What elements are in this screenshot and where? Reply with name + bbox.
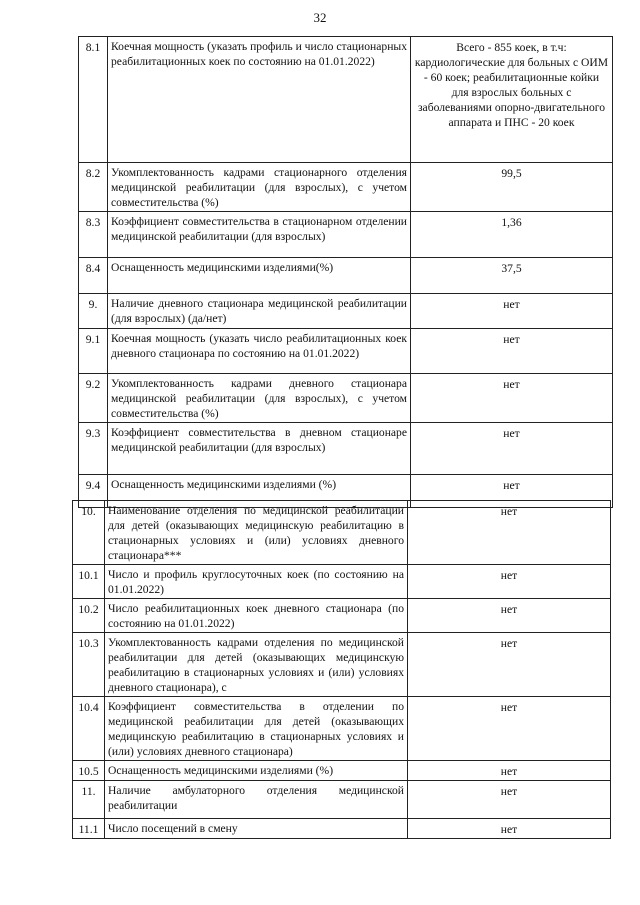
row-description: Укомплектованность кадрами стационарного отделения медицинской реабилитации (для взрослых), с учетом совместительства (%) — [108, 163, 411, 212]
table-row — [79, 37, 613, 163]
row-value: нет — [408, 633, 611, 697]
row-number: 9.2 — [79, 374, 108, 423]
table-row — [73, 599, 611, 633]
table-row — [79, 212, 613, 258]
row-value: нет — [411, 423, 613, 475]
row-number: 8.1 — [79, 37, 108, 163]
row-value: нет — [411, 374, 613, 423]
row-number: 11. — [73, 781, 105, 819]
row-description: Коечная мощность (указать число реабилитационных коек дневного стационара по состоянию на 01.01.2022) — [108, 329, 411, 374]
table-row — [79, 163, 613, 212]
row-description: Наличие амбулаторного отделения медицинской реабилитации — [105, 781, 408, 819]
row-description: Число реабилитационных коек дневного стационара (по состоянию на 01.01.2022) — [105, 599, 408, 633]
table-row — [73, 781, 611, 819]
table-row — [79, 329, 613, 374]
row-description: Наличие дневного стационара медицинской реабилитации (для взрослых) (да/нет) — [108, 294, 411, 329]
row-value: нет — [411, 329, 613, 374]
row-number: 10.1 — [73, 565, 105, 599]
row-number: 10.5 — [73, 761, 105, 781]
row-number: 8.3 — [79, 212, 108, 258]
row-value: нет — [408, 761, 611, 781]
row-description: Число и профиль круглосуточных коек (по состоянию на 01.01.2022) — [105, 565, 408, 599]
row-value: нет — [408, 599, 611, 633]
table-row — [73, 697, 611, 761]
row-number: 8.4 — [79, 258, 108, 294]
row-value: нет — [408, 565, 611, 599]
page-number: 32 — [313, 10, 327, 25]
row-value: нет — [411, 475, 613, 508]
table-row — [73, 819, 611, 839]
row-description: Коэффициент совместительства в отделении по медицинской реабилитации для детей (оказывающих медицинскую реабилитацию в стационарных условиях и (или) условиях дневного стационара) — [105, 697, 408, 761]
row-value: 37,5 — [411, 258, 613, 294]
row-description: Оснащенность медицинскими изделиями (%) — [108, 475, 411, 508]
row-description: Коэффициент совместительства в стационарном отделении медицинской реабилитации (для взрослых) — [108, 212, 411, 258]
row-value: нет — [408, 819, 611, 839]
row-description: Число посещений в смену — [105, 819, 408, 839]
table-row — [79, 258, 613, 294]
table-row — [73, 761, 611, 781]
row-value: нет — [408, 501, 611, 565]
row-number: 10. — [73, 501, 105, 565]
row-description: Наименование отделения по медицинской реабилитации для детей (оказывающих медицинскую реабилитацию в стационарных условиях и (или) условиях дневного стационара*** — [105, 501, 408, 565]
table-row — [73, 501, 611, 565]
row-value: нет — [408, 697, 611, 761]
table-row — [79, 294, 613, 329]
table-row — [73, 565, 611, 599]
row-description: Оснащенность медицинскими изделиями (%) — [105, 761, 408, 781]
rehab-table-children — [72, 500, 611, 839]
row-number: 10.4 — [73, 697, 105, 761]
row-number: 9.1 — [79, 329, 108, 374]
row-number: 10.3 — [73, 633, 105, 697]
row-description: Оснащенность медицинскими изделиями(%) — [108, 258, 411, 294]
row-value: нет — [408, 781, 611, 819]
row-number: 9. — [79, 294, 108, 329]
row-number: 10.2 — [73, 599, 105, 633]
row-number: 11.1 — [73, 819, 105, 839]
row-value: 1,36 — [411, 212, 613, 258]
row-number: 9.4 — [79, 475, 108, 508]
row-value: 99,5 — [411, 163, 613, 212]
row-number: 8.2 — [79, 163, 108, 212]
row-description: Коечная мощность (указать профиль и число стационарных реабилитационных коек по состоянию на 01.01.2022) — [108, 37, 411, 163]
row-description: Укомплектованность кадрами дневного стационара медицинской реабилитации (для взрослых), с учетом совместительства (%) — [108, 374, 411, 423]
row-description: Коэффициент совместительства в дневном стационаре медицинской реабилитации (для взрослых) — [108, 423, 411, 475]
row-number: 9.3 — [79, 423, 108, 475]
table-row — [73, 633, 611, 697]
table-row — [79, 374, 613, 423]
row-value: нет — [411, 294, 613, 329]
rehab-table-adults — [78, 36, 613, 508]
row-description: Укомплектованность кадрами отделения по медицинской реабилитации для детей (оказывающих медицинскую реабилитацию в стационарных условиях и (или) условиях дневного стационара), с — [105, 633, 408, 697]
row-value: Всего - 855 коек, в т.ч: кардиологические для больных с ОИМ - 60 коек; реабилитационные койки для взрослых больных с заболеваниями опорно-двигательного аппарата и ПНС - 20 коек — [411, 37, 613, 163]
table-row — [79, 423, 613, 475]
